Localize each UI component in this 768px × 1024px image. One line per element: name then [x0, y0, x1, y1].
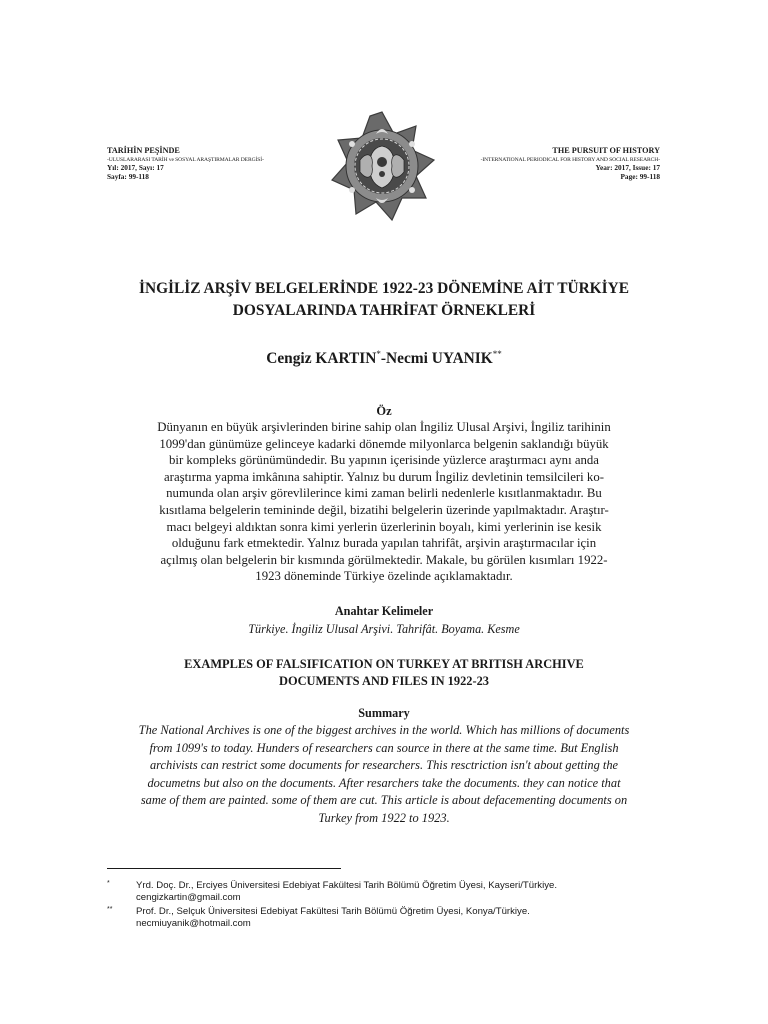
summary-line: The National Archives is one of the biggest archives in the world. Which has millions of documents — [138, 723, 630, 737]
english-title-line2: DOCUMENTS AND FILES IN 1922-23 — [279, 674, 489, 688]
summary-line: documetns but also on the documents. After resarchers take the documents. they can notice that — [147, 775, 621, 790]
abstract-tr-line: numunda olan arşiv görevlilerince kimi zaman belirli nedenlerle kısıtlanmaktadır. Bu — [166, 486, 602, 501]
journal-pages-tr: Sayfa: 99-118 — [107, 171, 149, 181]
summary-line: same of them are painted. some of them are cut. This article is about defacementing documents on — [140, 793, 628, 807]
footnote-mark-1[interactable]: * — [376, 349, 381, 359]
author-1: Cengiz KARTIN — [266, 350, 377, 367]
keywords-heading: Anahtar Kelimeler — [334, 604, 434, 618]
summary-line: from 1099's to today. Hunders of researchers can source in there at the same time. But English — [149, 740, 619, 755]
summary-body — [106, 722, 662, 827]
abstract-tr-line: olduğunu fark etmektedir. Yalnız burada yapılan tahrifât, arşivin araştırmacılar için — [171, 536, 597, 551]
footnote-1-mark: * — [107, 880, 110, 887]
footnote-1-email[interactable]: cengizkartin@gmail.com — [136, 892, 241, 903]
article-title — [84, 278, 684, 322]
journal-subtitle-en: -INTERNATIONAL PERIODICAL FOR HISTORY AND SOCIAL RESEARCH- — [480, 156, 660, 163]
english-title — [110, 656, 658, 690]
journal-title-en: THE PURSUIT OF HISTORY — [552, 146, 660, 155]
footnote-2-affiliation: Prof. Dr., Selçuk Üniversitesi Edebiyat Fakültesi Tarih Bölümü Öğretim Üyesi, Konya/Türkiye. — [136, 906, 530, 917]
journal-pages-en: Page: 99-118 — [620, 171, 660, 181]
summary-heading: Summary — [358, 706, 410, 720]
footnote-2-mark: ** — [107, 906, 113, 913]
journal-header-right — [420, 147, 660, 181]
abstract-tr-line: macı belgeyi aldıktan sonra kimi yerlerin üzerlerinin boyalı, kimi yerlerinin ise kesik — [166, 519, 602, 534]
abstract-tr-line: araştırma yapma imkânına sahiptir. Yalnız bu durum İngiliz devletinin temsilcileri ko- — [164, 469, 604, 484]
article-title-line2: DOSYALARINDA TAHRİFAT ÖRNEKLERİ — [232, 302, 536, 319]
abstract-tr-line: 1099'dan günümüze gelinceye kadarki dönemde milyonlarca belgenin saklandığı büyük — [159, 436, 609, 451]
footnote-2-email[interactable]: necmiuyanik@hotmail.com — [136, 918, 251, 929]
article-title-line1: İNGİLİZ ARŞİV BELGELERİNDE 1922-23 DÖNEMİNE AİT TÜRKİYE — [138, 280, 630, 297]
footnote-1-affiliation: Yrd. Doç. Dr., Erciyes Üniversitesi Edebiyat Fakültesi Tarih Bölümü Öğretim Üyesi, Kayseri/Türkiye. — [136, 880, 558, 891]
english-title-line1: EXAMPLES OF FALSIFICATION ON TURKEY AT BRITISH ARCHIVE — [184, 657, 584, 671]
keywords-text: Türkiye. İngiliz Ulusal Arşivi. Tahrifât. Boyama. Kesme — [248, 622, 520, 636]
summary-line: Turkey from 1922 to 1923. — [318, 810, 450, 825]
abstract-tr-body — [108, 419, 660, 585]
author-2: -Necmi UYANIK — [380, 350, 493, 367]
abstract-tr-line: açılmış olan belgelerin bir kısmında görülmektedir. Makale, bu görülen kısımları 1922- — [160, 552, 608, 567]
footnote-divider — [107, 868, 341, 869]
journal-title-tr: TARİHİN PEŞİNDE — [107, 146, 180, 155]
journal-year-issue-en: Year: 2017, Issue: 17 — [595, 163, 660, 173]
journal-year-issue-tr: Yıl: 2017, Sayı: 17 — [107, 163, 164, 173]
abstract-tr-heading: Öz — [376, 404, 392, 418]
footnote-1 — [107, 880, 667, 904]
journal-header-left — [107, 147, 337, 181]
article-authors — [84, 349, 684, 368]
abstract-tr-line: Dünyanın en büyük arşivlerinden birine sahip olan İngiliz Ulusal Arşivi, İngiliz tarihinin — [157, 420, 611, 434]
abstract-tr-line: 1923 döneminde Türkiye özelinde açıklamaktadır. — [255, 569, 513, 584]
footnote-mark-2[interactable]: ** — [492, 349, 502, 359]
footnote-2 — [107, 906, 667, 930]
summary-line: archivists can restrict some documents for researchers. This resctriction isn't about getting the — [149, 758, 619, 772]
abstract-tr-line: kısıtlama belgelerin temininde değil, bizatihi belgelerin üzerinde yapılmaktadır. Araştır- — [159, 502, 609, 517]
abstract-tr-line: bir kompleks görünümündedir. Bu yapının içerisinde yüzlerce araştırmacı aynı anda — [169, 453, 599, 468]
journal-subtitle-tr: -ULUSLARARASI TARİH ve SOSYAL ARAŞTIRMALAR DERGİSİ- — [107, 156, 264, 163]
